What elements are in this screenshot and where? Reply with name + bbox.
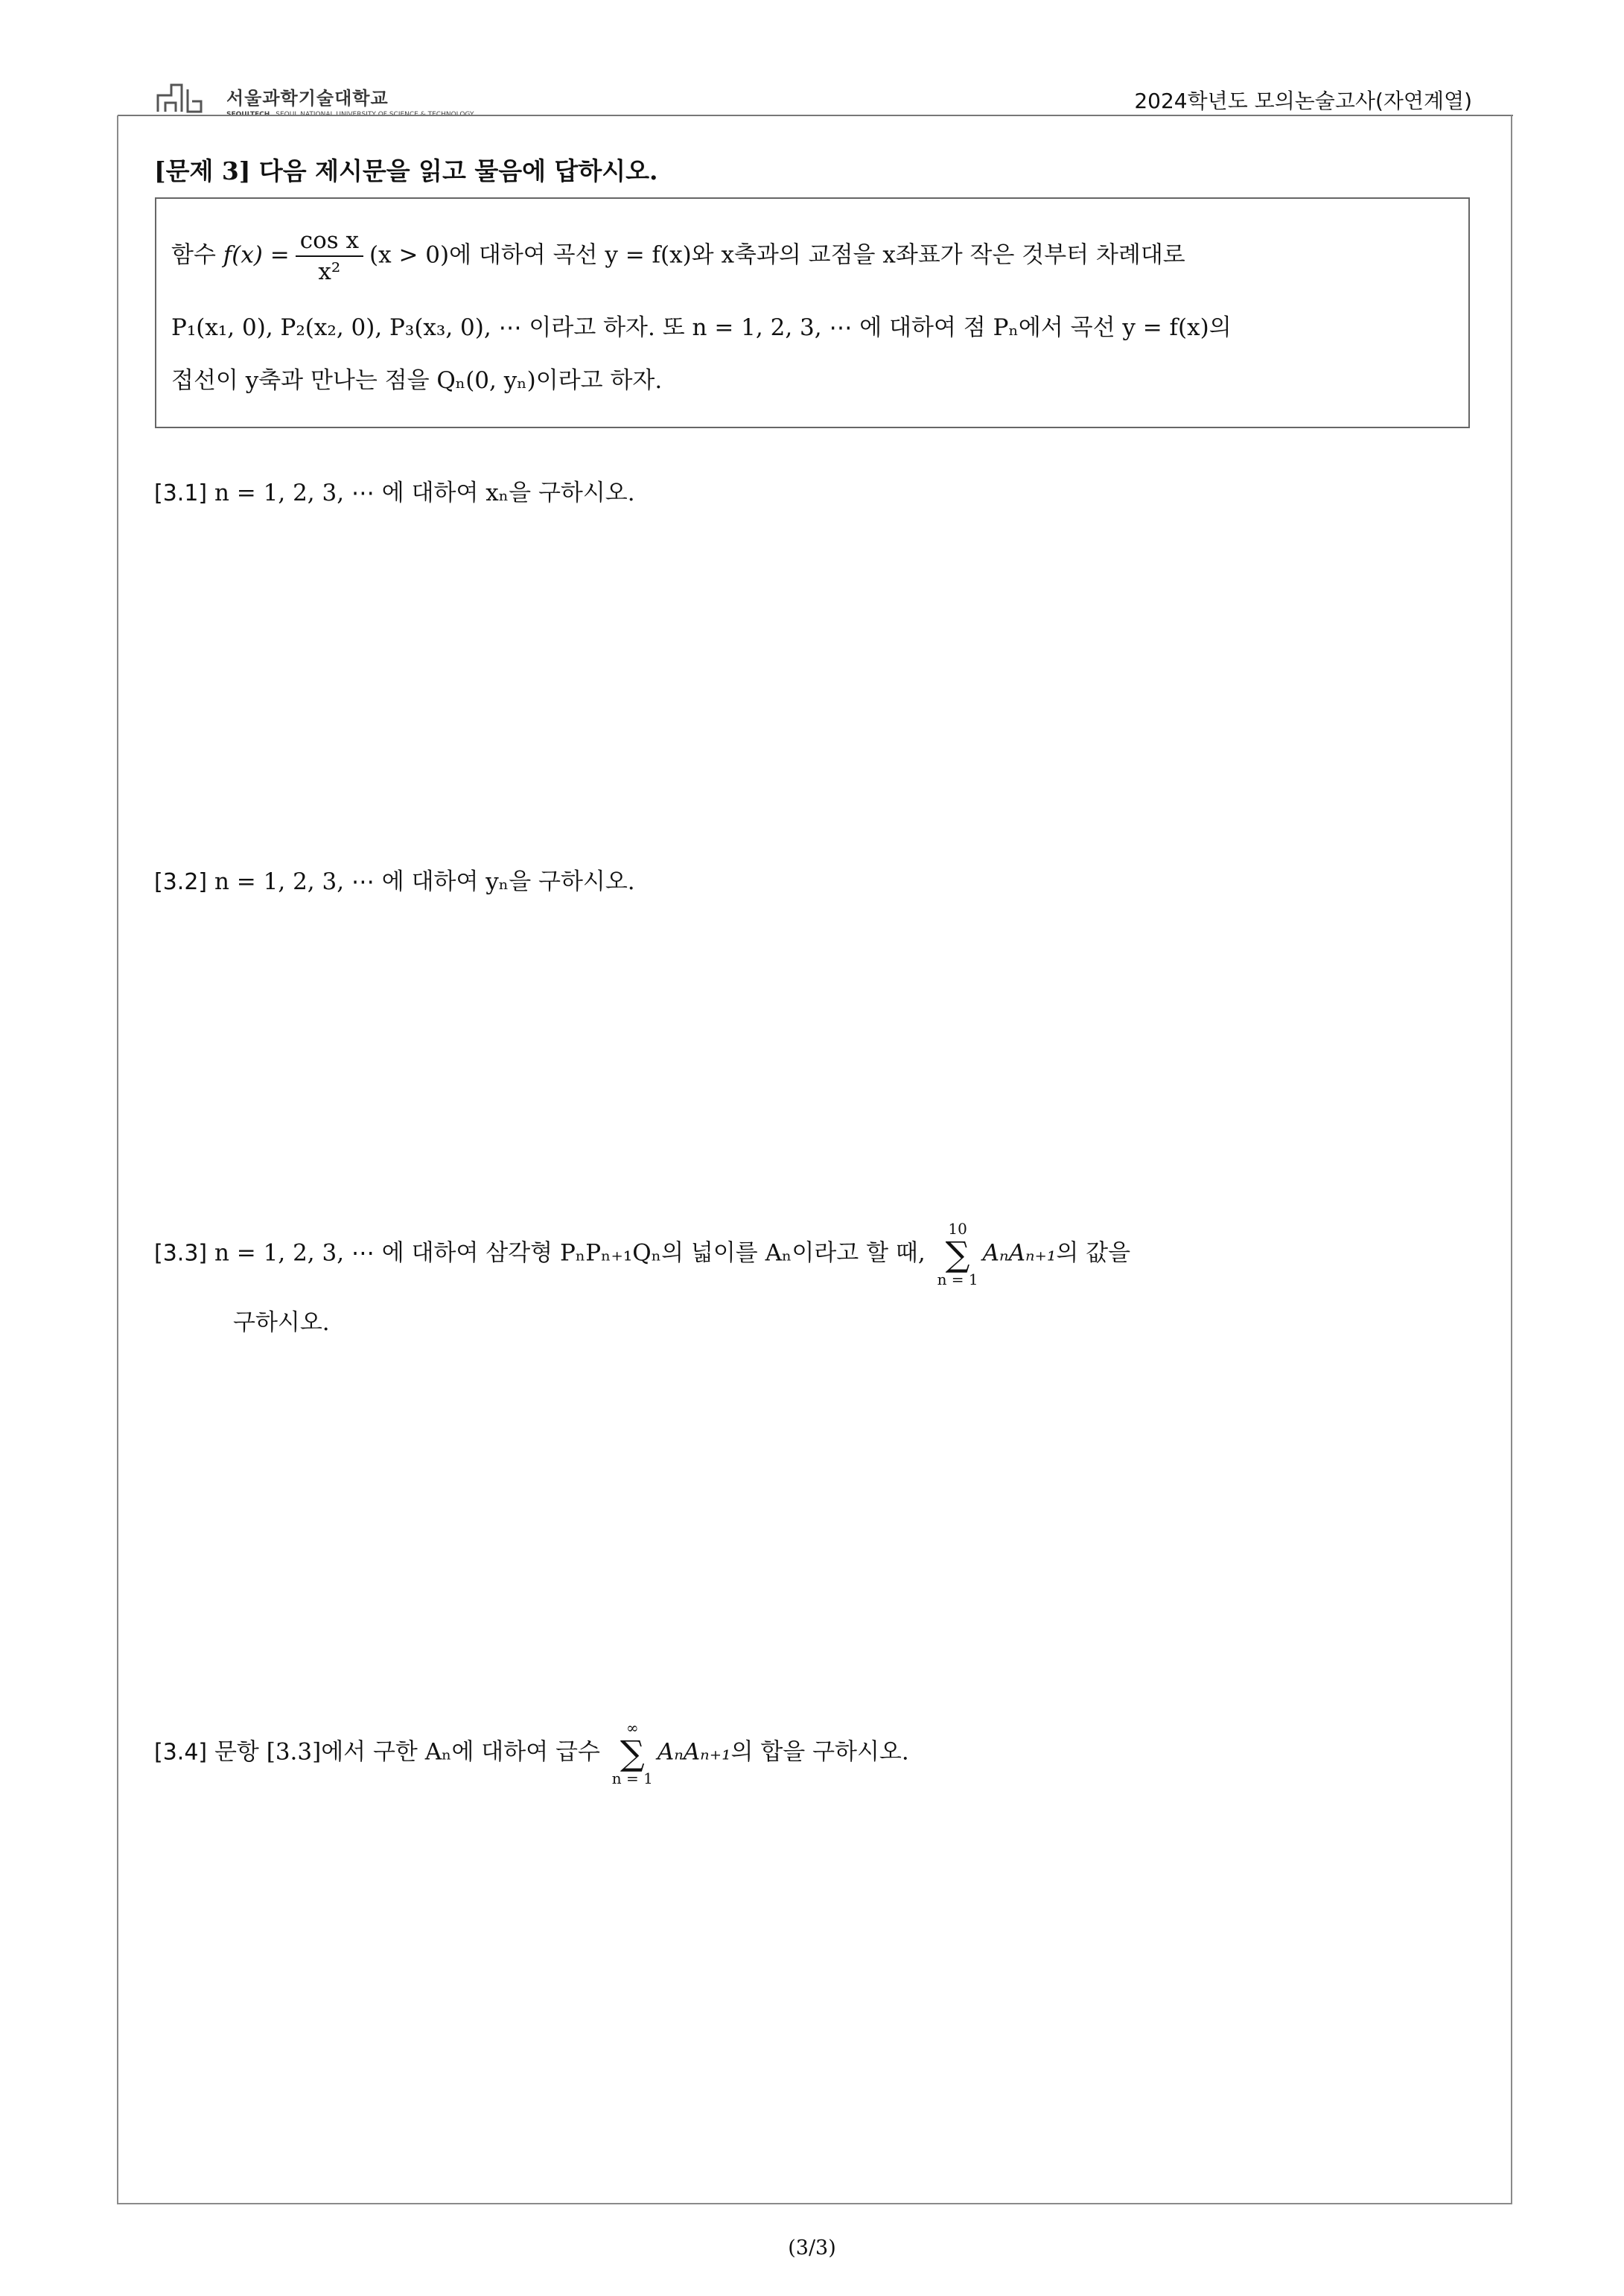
university-logo (155, 74, 474, 121)
question-3-4 (154, 1720, 909, 1786)
passage-line-3: 접선이 y축과 만나는 점을 Qₙ(0, yₙ)이라고 하자. (171, 367, 663, 394)
question-number: [3.2] (154, 869, 208, 895)
sigma-icon: ∑ (945, 1234, 970, 1274)
page-number: (3/3) (788, 2236, 836, 2260)
passage-box (155, 197, 1470, 428)
question-number: [3.1] (154, 480, 208, 506)
question-text-post: 의 값을 (1056, 1239, 1131, 1267)
university-name-english: SEOUL NATIONAL UNIVERSITY OF SCIENCE & TECHNOLOGY (276, 111, 474, 118)
summation-term: AₙAₙ₊₁ (982, 1239, 1057, 1267)
question-3-2 (154, 862, 635, 896)
question-text: n = 1, 2, 3, ⋯ 에 대하여 삼각형 PₙPₙ₊₁Qₙ의 넓이를 Aₙ이라고 할 때, (214, 1239, 926, 1267)
passage-line-1 (171, 226, 1185, 287)
question-text-post: 의 합을 구하시오. (730, 1738, 909, 1766)
question-text: 문항 [3.3]에서 구한 Aₙ에 대하여 급수 (214, 1738, 600, 1766)
problem-title: [문제 3] 다음 제시문을 읽고 물음에 답하시오. (154, 156, 658, 185)
sigma-icon: ∑ (620, 1733, 645, 1773)
fraction-numerator: cos x (296, 226, 363, 257)
passage-line-1-pre: 함수 (171, 241, 223, 269)
summation (937, 1221, 978, 1287)
summation-lower-limit: n = 1 (937, 1271, 978, 1288)
university-emblem-icon (155, 74, 222, 119)
question-3-3 (154, 1221, 1130, 1287)
function-definition: f(x) = (223, 241, 290, 269)
question-text: n = 1, 2, 3, ⋯ 에 대하여 xₙ을 구하시오. (214, 480, 635, 506)
question-text: n = 1, 2, 3, ⋯ 에 대하여 yₙ을 구하시오. (214, 868, 635, 895)
summation-upper-limit: ∞ (625, 1719, 639, 1737)
summation-lower-limit: n = 1 (611, 1769, 653, 1787)
summation (612, 1720, 653, 1786)
summation-upper-limit: 10 (948, 1220, 967, 1238)
question-3-1 (154, 474, 635, 507)
question-3-3-continuation: 구하시오. (233, 1309, 330, 1336)
page-frame (117, 115, 1512, 2204)
question-number: [3.3] (154, 1240, 208, 1267)
university-name-korean: 서울과학기술대학교 (226, 88, 389, 109)
fraction (296, 226, 363, 287)
summation-term: AₙAₙ₊₁ (657, 1738, 731, 1766)
passage-line-1-post: (x > 0)에 대하여 곡선 y = f(x)와 x축과의 교점을 x좌표가 작은 것부터 차례대로 (369, 241, 1185, 269)
university-name-short: SEOULTECH (226, 111, 270, 118)
passage-line-2: P₁(x₁, 0), P₂(x₂, 0), P₃(x₃, 0), ⋯ 이라고 하자. 또 n = 1, 2, 3, ⋯ 에 대하여 점 Pₙ에서 곡선 y = f(x)의 (171, 314, 1232, 341)
question-number: [3.4] (154, 1739, 208, 1766)
fraction-denominator: x² (318, 258, 341, 285)
exam-title: 2024학년도 모의논술고사(자연계열) (1134, 89, 1472, 113)
